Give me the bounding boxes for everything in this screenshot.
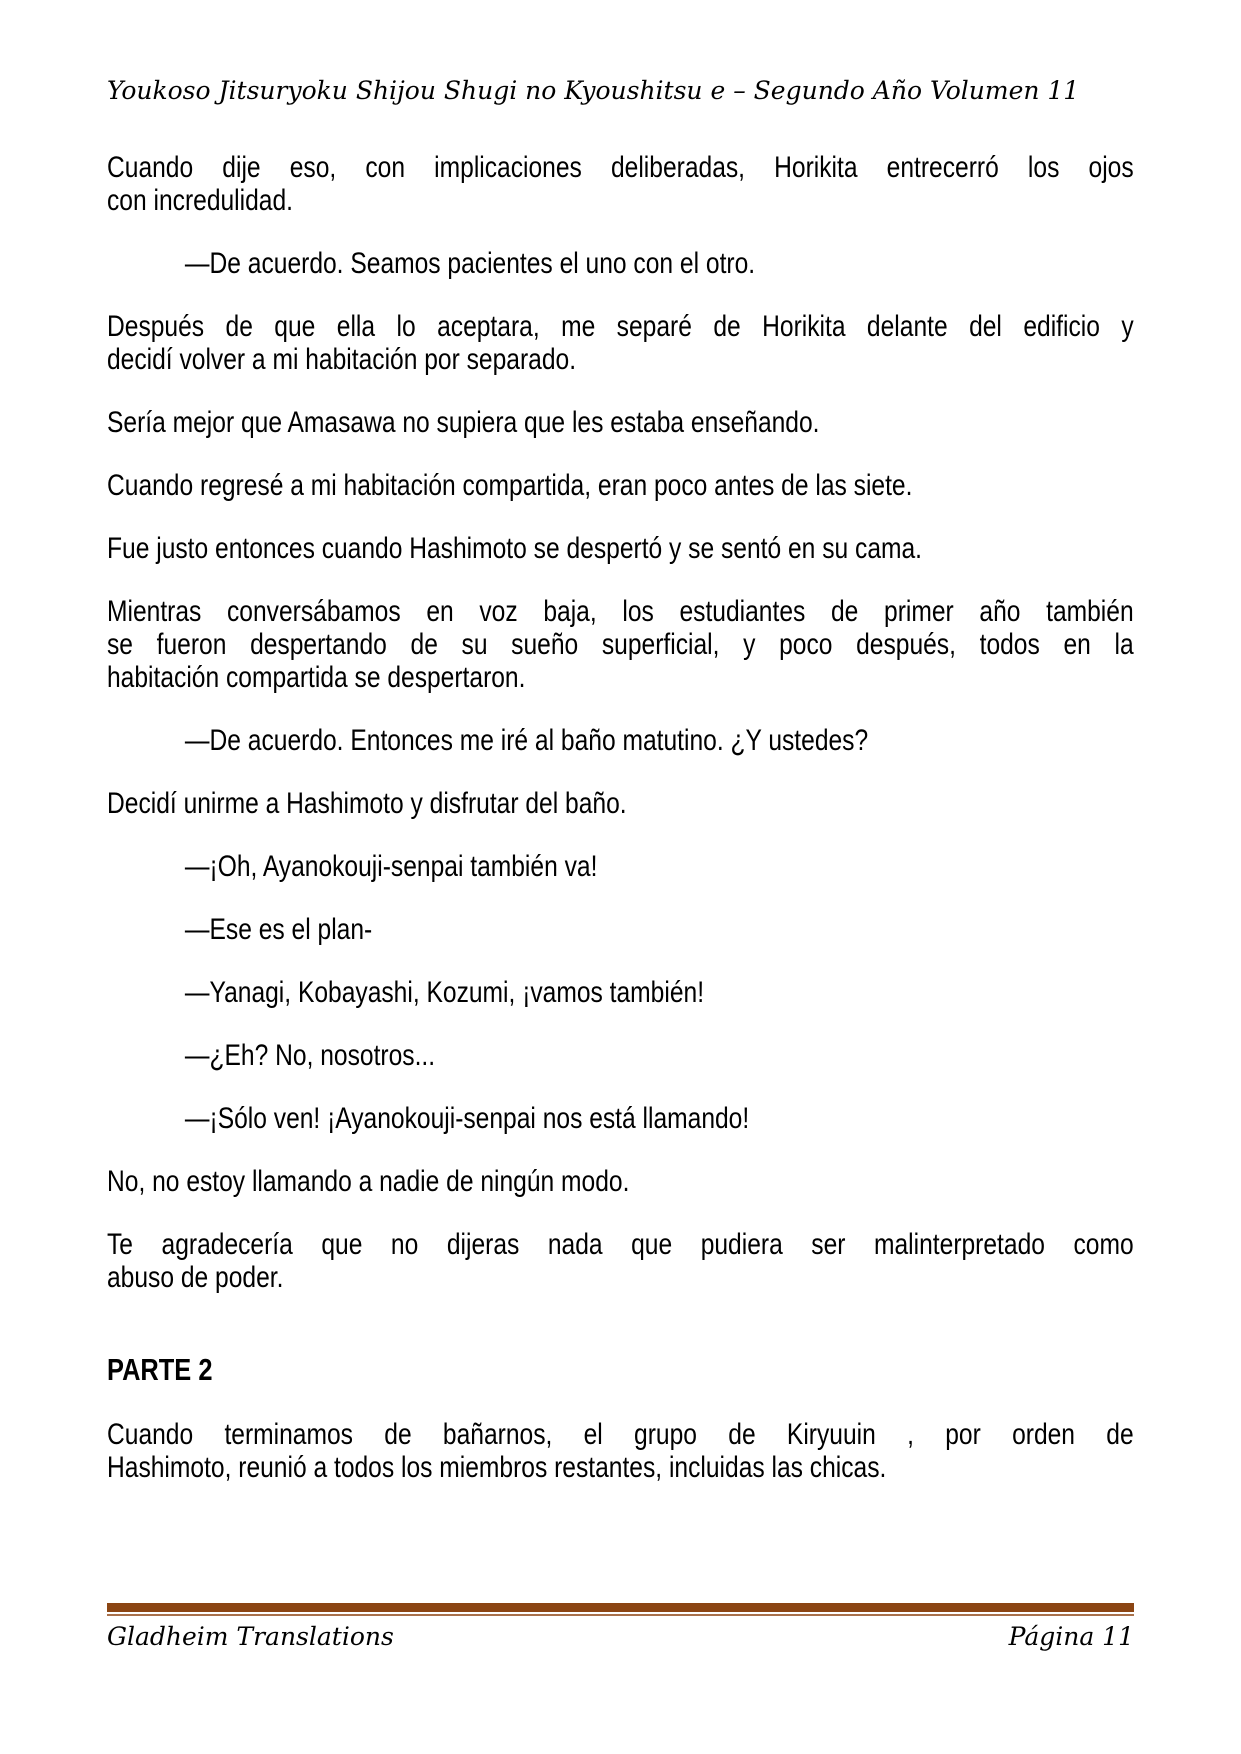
footer-translator-credit: Gladheim Translations: [107, 1622, 394, 1651]
header-title: Youkoso Jitsuryoku Shijou Shugi no Kyoushitsu e – Segundo Año Volumen 11: [107, 76, 1080, 105]
text-line: Cuando dije eso, con implicaciones deliberadas, Horikita entrecerró los ojos: [107, 151, 1134, 184]
paragraph: [107, 724, 1134, 757]
text-line: —¡Oh, Ayanokouji-senpai también va!: [184, 850, 598, 883]
paragraph: [107, 787, 1134, 820]
footer-rule-thin: [107, 1614, 1134, 1616]
text-line: con incredulidad.: [107, 184, 293, 217]
text-line: decidí volver a mi habitación por separado.: [107, 343, 577, 376]
text-line: Sería mejor que Amasawa no supiera que les estaba enseñando.: [107, 406, 820, 439]
text-line: —Yanagi, Kobayashi, Kozumi, ¡vamos también!: [184, 976, 705, 1009]
paragraph: [107, 1228, 1134, 1294]
paragraph: [107, 532, 1134, 565]
text-line: —De acuerdo. Seamos pacientes el uno con el otro.: [184, 247, 756, 280]
text-line: Mientras conversábamos en voz baja, los estudiantes de primer año también: [107, 595, 1134, 628]
paragraph: [107, 310, 1134, 376]
page-footer: [107, 1603, 1134, 1652]
paragraph: [107, 595, 1134, 694]
document-body: [107, 151, 1134, 1514]
text-line: Después de que ella lo aceptara, me separé de Horikita delante del edificio y: [107, 310, 1134, 343]
text-line: abuso de poder.: [107, 1261, 284, 1294]
text-line: Cuando regresé a mi habitación compartida, eran poco antes de las siete.: [107, 469, 913, 502]
text-line: Fue justo entonces cuando Hashimoto se despertó y se sentó en su cama.: [107, 532, 923, 565]
text-line: Decidí unirme a Hashimoto y disfrutar del baño.: [107, 787, 627, 820]
text-line: —De acuerdo. Entonces me iré al baño matutino. ¿Y ustedes?: [184, 724, 869, 757]
paragraph: [107, 469, 1134, 502]
section-heading: [107, 1352, 1134, 1388]
text-line: habitación compartida se despertaron.: [107, 661, 526, 694]
text-line: Te agradecería que no dijeras nada que pudiera ser malinterpretado como: [107, 1228, 1134, 1261]
paragraph: [107, 850, 1134, 883]
text-line: —Ese es el plan-: [184, 913, 373, 946]
text-line: Hashimoto, reunió a todos los miembros restantes, incluidas las chicas.: [107, 1451, 887, 1484]
text-line: Cuando terminamos de bañarnos, el grupo de Kiryuuin , por orden de: [107, 1418, 1134, 1451]
paragraph: [107, 1102, 1134, 1135]
paragraph: [107, 247, 1134, 280]
paragraph: [107, 151, 1134, 217]
text-line: —¡Sólo ven! ¡Ayanokouji-senpai nos está llamando!: [184, 1102, 750, 1135]
footer-rule-thick: [107, 1603, 1134, 1612]
paragraph: [107, 1418, 1134, 1484]
footer-page-number: Página 11: [1008, 1622, 1134, 1651]
paragraph: [107, 913, 1134, 946]
paragraph: [107, 1165, 1134, 1198]
paragraph: [107, 406, 1134, 439]
text-line: No, no estoy llamando a nadie de ningún modo.: [107, 1165, 630, 1198]
text-line: se fueron despertando de su sueño superficial, y poco después, todos en la: [107, 628, 1134, 661]
text-line: —¿Eh? No, nosotros...: [184, 1039, 436, 1072]
footer-row: [107, 1622, 1134, 1652]
text-line: PARTE 2: [107, 1352, 213, 1387]
page-header: [107, 76, 1134, 106]
paragraph: [107, 976, 1134, 1009]
paragraph: [107, 1039, 1134, 1072]
